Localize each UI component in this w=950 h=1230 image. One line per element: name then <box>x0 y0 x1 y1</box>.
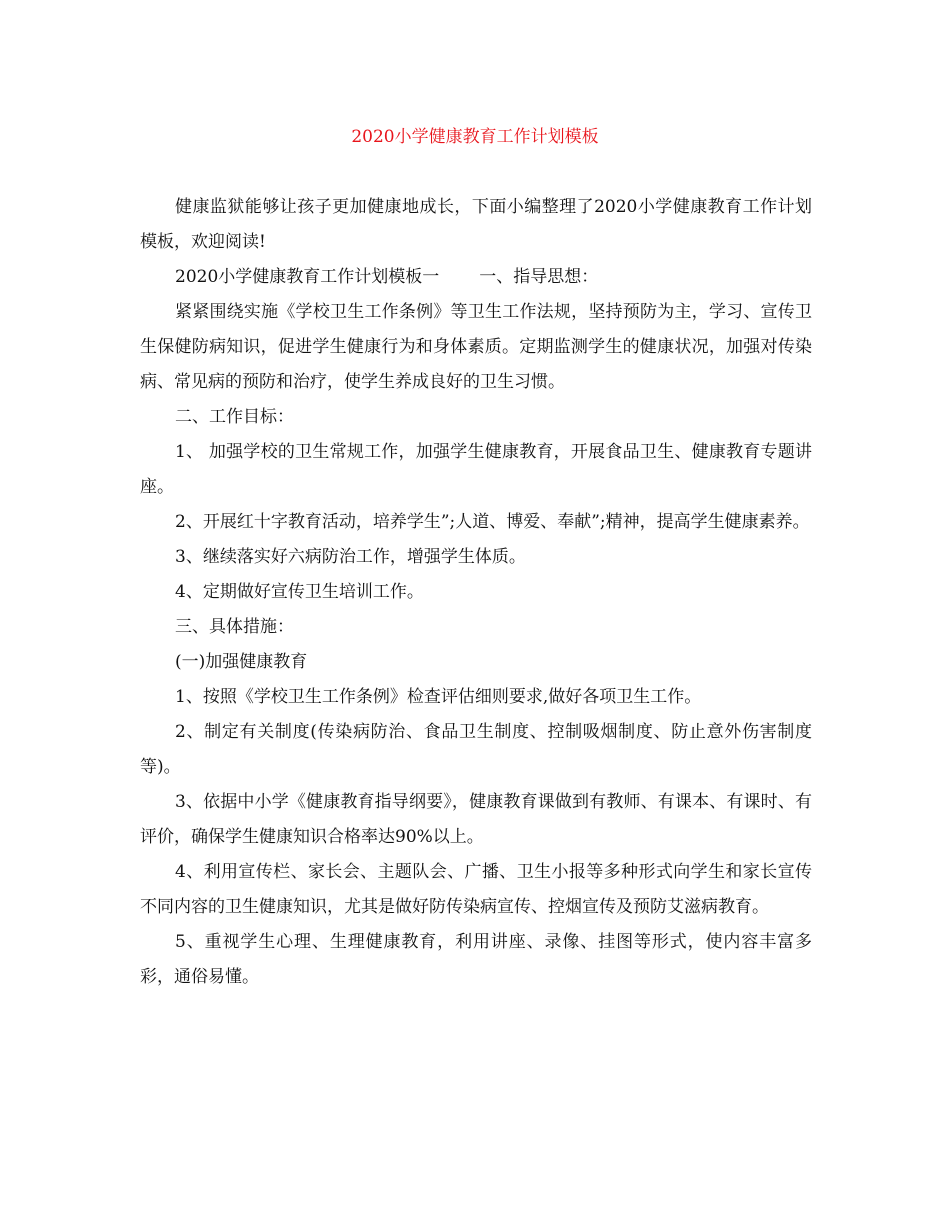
document-title: 2020小学健康教育工作计划模板 <box>351 127 599 147</box>
section-heading-2: 二、工作目标： <box>175 407 294 427</box>
list-item: 3、依据中小学《健康教育指导纲要》，健康教育课做到有教师、有课本、有课时、有评价，确保学生健康知识合格率达90%以上。 <box>140 792 812 847</box>
list-item: 2、开展红十字教育活动，培养学生”;人道、博爱、奉献”;精神，提高学生健康素养。 <box>175 512 810 532</box>
template-heading-line <box>140 260 812 295</box>
list-item: 4、定期做好宣传卫生培训工作。 <box>175 582 424 602</box>
intro-paragraph: 健康监狱能够让孩子更加健康地成长，下面小编整理了2020小学健康教育工作计划模板，欢迎阅读! <box>140 197 812 252</box>
template-heading: 2020小学健康教育工作计划模板一 <box>175 267 440 287</box>
list-item: 1、 加强学校的卫生常规工作，加强学生健康教育，开展食品卫生、健康教育专题讲座。 <box>140 442 812 497</box>
list-item: 4、利用宣传栏、家长会、主题队会、广播、卫生小报等多种形式向学生和家长宣传不同内容的卫生健康知识，尤其是做好防传染病宣传、控烟宣传及预防艾滋病教育。 <box>140 862 812 917</box>
section-heading-3: 三、具体措施： <box>175 617 294 637</box>
list-item: 1、按照《学校卫生工作条例》检查评估细则要求,做好各项卫生工作。 <box>175 687 702 707</box>
document-body <box>140 190 812 995</box>
list-item: 2、制定有关制度(传染病防治、食品卫生制度、控制吸烟制度、防止意外伤害制度等)。 <box>140 722 812 777</box>
subsection-heading: (一)加强健康教育 <box>175 652 308 672</box>
list-item: 3、继续落实好六病防治工作，增强学生体质。 <box>175 547 526 567</box>
paragraph: 紧紧围绕实施《学校卫生工作条例》等卫生工作法规，坚持预防为主，学习、宣传卫生保健防病知识，促进学生健康行为和身体素质。定期监测学生的健康状况，加强对传染病、常见病的预防和治疗，使学生养成良好的卫生习惯。 <box>140 302 812 392</box>
section-heading-1: 一、指导思想： <box>479 267 599 287</box>
list-item: 5、重视学生心理、生理健康教育，利用讲座、录像、挂图等形式，使内容丰富多彩，通俗易懂。 <box>140 932 812 987</box>
